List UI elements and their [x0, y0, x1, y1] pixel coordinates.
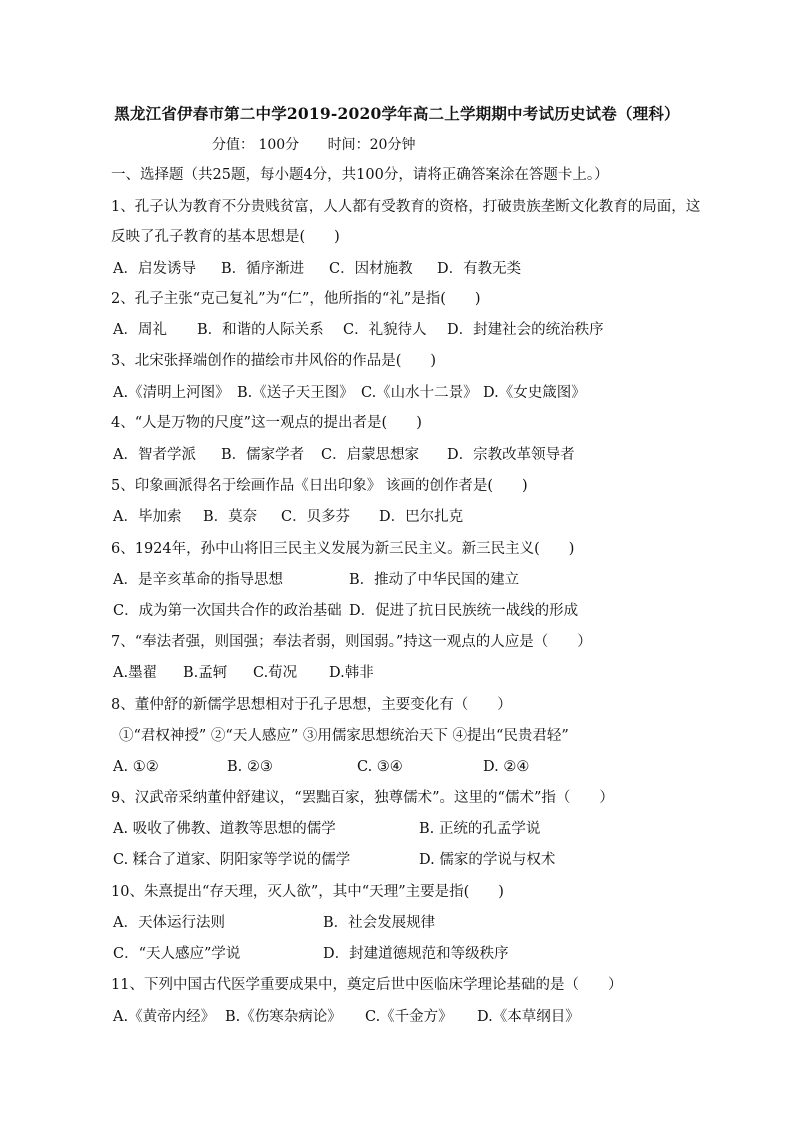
option-b: B．循序渐进: [221, 261, 305, 277]
statement-list: ①“君权神授” ②“天人感应” ③用儒家思想统治天下 ④提出“民贵君轻”: [119, 728, 569, 744]
option-d: D.《女史箴图》: [483, 385, 586, 401]
option-d: D.韩非: [329, 665, 374, 681]
question-stem: 3、北宋张择端创作的描绘市井风俗的作品是( ): [111, 353, 437, 369]
question-stem: 10、朱熹提出“存天理，灭人欲”，其中“天理”主要是指( ): [111, 884, 504, 900]
option-a: A．启发诱导: [113, 261, 196, 277]
option-c: C.《山水十二景》: [361, 385, 478, 401]
option-b: B.《伤寒杂病论》: [225, 1009, 342, 1025]
option-b: B.《送子天王图》: [237, 385, 354, 401]
question-stem: 1、孔子认为教育不分贵贱贫富，人人都有受教育的资格，打破贵族垄断文化教育的局面，这: [111, 199, 701, 215]
option-c: C．成为第一次国共合作的政治基础: [113, 603, 342, 619]
option-a: A. 吸收了佛教、道教等思想的儒学: [113, 821, 336, 837]
score-info: 分值： 100分: [212, 137, 300, 153]
question-stem: 4、“人是万物的尺度”这一观点的提出者是( ): [111, 415, 422, 431]
option-b: B．推动了中华民国的建立: [349, 572, 520, 588]
option-d: D．宗教改革领导者: [447, 447, 575, 463]
option-a: A．智者学派: [113, 447, 196, 463]
option-a: A．天体运行法则: [113, 915, 225, 931]
question-stem: 6、1924年，孙中山将旧三民主义发展为新三民主义。新三民主义( ): [111, 541, 575, 557]
option-a: A.《清明上河图》: [113, 385, 230, 401]
option-d: D．封建道德规范和等级秩序: [323, 946, 509, 962]
question-stem: 11、下列中国古代医学重要成果中，奠定后世中医临床学理论基础的是（ ）: [111, 977, 623, 993]
question-stem: 5、印象画派得名于绘画作品《日出印象》 该画的创作者是( ): [111, 478, 528, 494]
option-a: A.墨翟: [113, 665, 158, 681]
section-heading: 一、选择题（共25题，每小题4分，共100分，请将正确答案涂在答题卡上。）: [111, 167, 609, 183]
option-b: B．社会发展规律: [323, 915, 436, 931]
option-b: B.孟轲: [183, 665, 228, 681]
option-c: C. ③④: [357, 759, 403, 775]
option-a: A．毕加索: [113, 509, 182, 525]
question-stem: 8、董仲舒的新儒学思想相对于孔子思想，主要变化有（ ）: [111, 697, 512, 713]
option-a: A. ①②: [113, 759, 159, 775]
option-a: A．周礼: [113, 322, 167, 338]
option-c: C.《千金方》: [365, 1009, 453, 1025]
option-d: D. 儒家的学说与权术: [419, 852, 556, 868]
option-a: A.《黄帝内经》: [113, 1009, 216, 1025]
question-stem: 反映了孔子教育的基本思想是( ): [111, 229, 340, 245]
option-b: B．儒家学者: [221, 447, 305, 463]
option-c: C.荀况: [253, 665, 298, 681]
option-d: D．有教无类: [437, 261, 522, 277]
option-d: D．促进了抗日民族统一战线的形成: [349, 603, 579, 619]
option-b: B．莫奈: [203, 509, 258, 525]
option-c: C．因材施教: [329, 261, 413, 277]
option-b: B．和谐的人际关系: [197, 322, 324, 338]
option-c: C. 糅合了道家、阴阳家等学说的儒学: [113, 852, 351, 868]
option-c: C．“天人感应”学说: [113, 946, 241, 962]
option-d: D．封建社会的统治秩序: [447, 322, 604, 338]
option-d: D.《本草纲目》: [477, 1009, 580, 1025]
exam-title: 黑龙江省伊春市第二中学2019-2020学年高二上学期期中考试历史试卷（理科）: [114, 104, 680, 123]
option-d: D. ②④: [483, 759, 530, 775]
question-stem: 2、孔子主张“克己复礼”为“仁”，他所指的“礼”是指( ): [111, 291, 481, 307]
exam-meta: [212, 134, 439, 154]
option-c: C．启蒙思想家: [321, 447, 420, 463]
option-c: C．礼貌待人: [343, 322, 427, 338]
question-stem: 9、汉武帝采纳董仲舒建议，“罢黜百家，独尊儒术”。这里的“儒术”指（ ）: [111, 790, 614, 806]
option-b: B. 正统的孔孟学说: [419, 821, 541, 837]
option-b: B. ②③: [227, 759, 273, 775]
option-d: D．巴尔扎克: [379, 509, 464, 525]
question-stem: 7、“奉法者强，则国强；奉法者弱，则国弱。”持这一观点的人应是（ ）: [111, 634, 592, 650]
option-a: A．是辛亥革命的指导思想: [113, 572, 283, 588]
option-c: C．贝多芬: [281, 509, 351, 525]
time-info: 时间：20分钟: [327, 137, 416, 153]
